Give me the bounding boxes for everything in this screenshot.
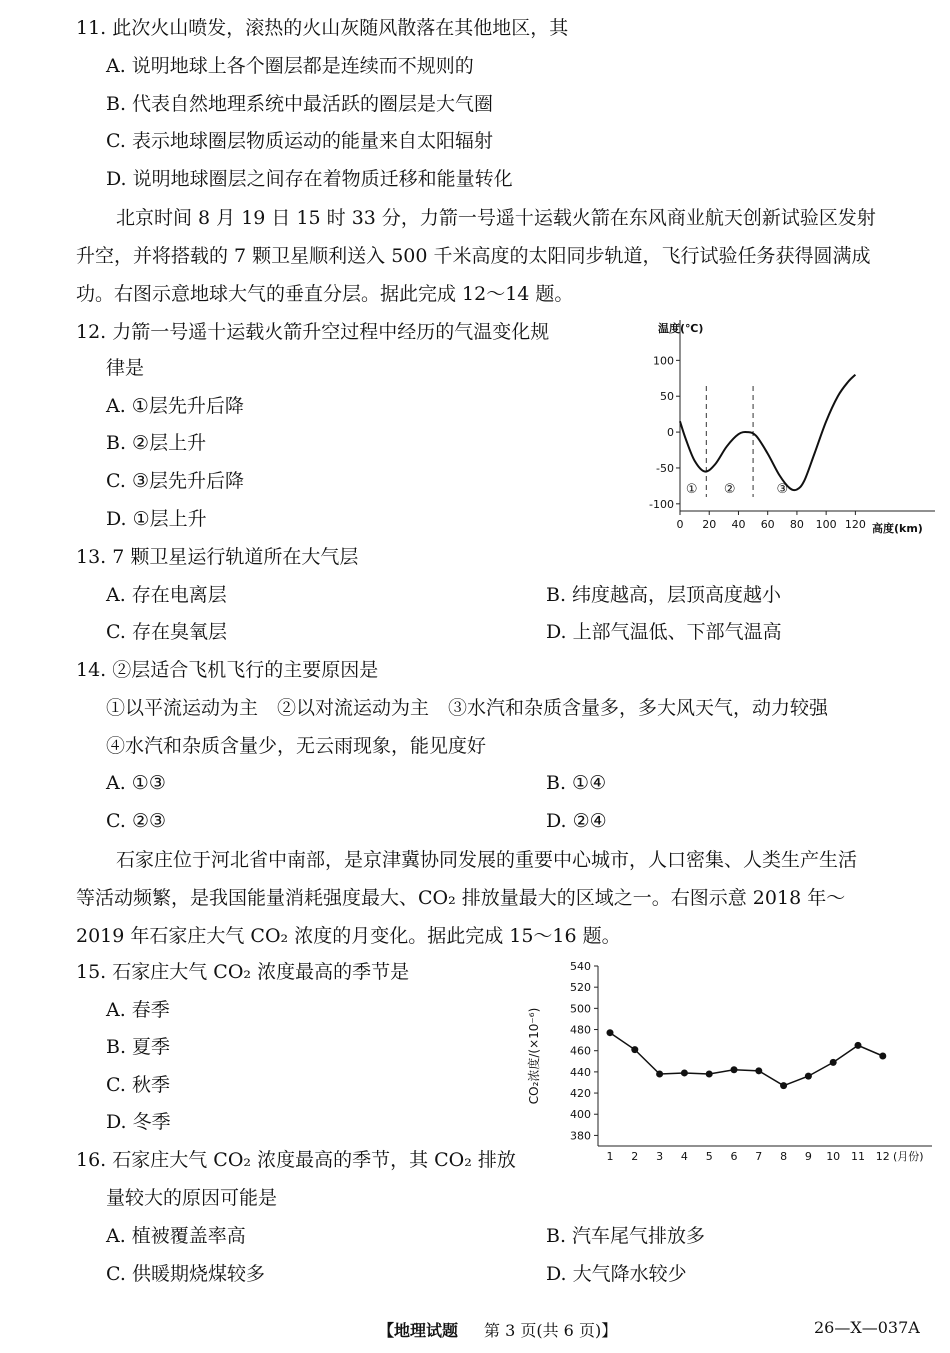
x-tick-label: 9: [804, 1150, 812, 1163]
q11-option-c: C. 表示地球圈层物质运动的能量来自太阳辐射: [106, 130, 493, 152]
x-tick-label: 120: [844, 518, 866, 531]
q14-option-a: A. ①③: [106, 772, 166, 794]
co2-point: [855, 1042, 862, 1049]
x-tick-label: 80: [789, 518, 804, 531]
q14-option-b: B. ①④: [546, 772, 607, 794]
q12-option-b: B. ②层上升: [106, 432, 207, 454]
q15-option-d: D. 冬季: [106, 1111, 171, 1133]
x-tick-label: 4: [680, 1150, 688, 1163]
co2-point: [656, 1071, 663, 1078]
y-tick-label: 500: [570, 1002, 591, 1016]
x-tick-label: 40: [731, 518, 746, 531]
q12-option-a: A. ①层先升后降: [106, 395, 244, 417]
y-tick-label: 540: [570, 960, 591, 973]
y-tick-label: -50: [656, 461, 674, 475]
passage1-line3: 功。右图示意地球大气的垂直分层。据此完成 12～14 题。: [76, 283, 574, 305]
x-tick-label: 10: [826, 1150, 841, 1163]
co2-point: [681, 1069, 688, 1076]
x-axis-label: 高度(km): [872, 522, 923, 535]
co2-point: [706, 1071, 713, 1078]
q14-statements-line2: ④水汽和杂质含量少，无云雨现象，能见度好: [106, 735, 487, 757]
y-tick-label: 380: [570, 1129, 591, 1143]
y-tick-label: 0: [667, 426, 674, 440]
layer-label: ②: [723, 482, 736, 498]
x-tick-label: 7: [755, 1150, 763, 1163]
q16-option-a: A. 植被覆盖率高: [106, 1225, 246, 1247]
x-tick-label: 0: [676, 518, 684, 531]
q11-option-a: A. 说明地球上各个圈层都是连续而不规则的: [106, 55, 474, 77]
footer-code: 26—X—037A: [814, 1318, 920, 1337]
y-tick-label: -100: [649, 497, 674, 511]
q15-option-b: B. 夏季: [106, 1036, 171, 1058]
y-axis-label: 温度(℃): [658, 322, 704, 335]
q16-option-c: C. 供暖期烧煤较多: [106, 1263, 265, 1285]
co2-point: [731, 1066, 738, 1073]
x-tick-label: 12: [875, 1150, 890, 1163]
x-tick-label: 8: [780, 1150, 788, 1163]
passage2-line1: 石家庄位于河北省中南部，是京津冀协同发展的重要中心城市，人口密集、人类生产生活: [116, 849, 858, 871]
co2-point: [780, 1082, 787, 1089]
x-tick-label: 3: [656, 1150, 664, 1163]
q14-option-d: D. ②④: [546, 810, 607, 832]
q16-option-b: B. 汽车尾气排放多: [546, 1225, 706, 1247]
y-tick-label: 480: [570, 1023, 591, 1037]
passage1-line1: 北京时间 8 月 19 日 15 时 33 分，力箭一号遥十运载火箭在东风商业航天创新试验区发射: [116, 207, 876, 229]
x-tick-label: 2: [631, 1150, 639, 1163]
q11-option-b: B. 代表自然地理系统中最活跃的圈层是大气圈: [106, 93, 494, 115]
q14-statements-line1: ①以平流运动为主 ②以对流运动为主 ③水汽和杂质含量多，多大风天气，动力较强: [106, 697, 829, 719]
q12-stem-line2: 律是: [106, 357, 145, 379]
q15-option-c: C. 秋季: [106, 1074, 170, 1096]
y-tick-label: 440: [570, 1065, 591, 1079]
q12-option-c: C. ③层先升后降: [106, 470, 244, 492]
q14-option-c: C. ②③: [106, 810, 167, 832]
x-axis-label: (月份): [893, 1150, 924, 1163]
co2-point: [755, 1067, 762, 1074]
passage2-line3: 2019 年石家庄大气 CO₂ 浓度的月变化。据此完成 15～16 题。: [76, 925, 621, 947]
y-tick-label: 520: [570, 981, 591, 995]
x-tick-label: 100: [815, 518, 837, 531]
footer-page: 第 3 页(共 6 页)】: [484, 1321, 618, 1340]
x-tick-label: 20: [702, 518, 717, 531]
co2-point: [805, 1073, 812, 1080]
co2-point: [607, 1029, 614, 1036]
q13-option-b: B. 纬度越高，层顶高度越小: [546, 584, 782, 606]
x-tick-label: 1: [606, 1150, 614, 1163]
y-axis-label: CO₂浓度/(×10⁻⁶): [527, 1007, 541, 1105]
y-tick-label: 50: [660, 390, 674, 404]
q16-stem-line2: 量较大的原因可能是: [106, 1187, 278, 1209]
q12-option-d: D. ①层上升: [106, 508, 207, 530]
y-tick-label: 400: [570, 1108, 591, 1122]
x-tick-label: 6: [730, 1150, 738, 1163]
passage1-line2: 升空，并将搭载的 7 颗卫星顺利送入 500 千米高度的太阳同步轨道，飞行试验任务获得圆满成: [76, 245, 871, 267]
q16-stem-line1: 16. 石家庄大气 CO₂ 浓度最高的季节，其 CO₂ 排放: [76, 1149, 516, 1171]
q11-option-d: D. 说明地球圈层之间存在着物质迁移和能量转化: [106, 168, 513, 190]
atmosphere-temperature-chart: [640, 316, 940, 541]
co2-point: [879, 1053, 886, 1060]
q15-stem: 15. 石家庄大气 CO₂ 浓度最高的季节是: [76, 961, 410, 983]
layer-label: ①: [685, 482, 698, 498]
co2-monthly-chart: [520, 958, 940, 1163]
y-tick-label: 100: [653, 354, 674, 368]
q13-stem: 13. 7 颗卫星运行轨道所在大气层: [76, 546, 359, 568]
passage2-line2: 等活动频繁，是我国能量消耗强度最大、CO₂ 排放量最大的区域之一。右图示意 2018 年～: [76, 887, 846, 909]
q13-option-c: C. 存在臭氧层: [106, 621, 227, 643]
q12-stem-line1: 12. 力箭一号遥十运载火箭升空过程中经历的气温变化规: [76, 321, 550, 343]
q14-stem: 14. ②层适合飞机飞行的主要原因是: [76, 659, 379, 681]
y-tick-label: 460: [570, 1044, 591, 1058]
x-tick-label: 60: [760, 518, 775, 531]
q15-option-a: A. 春季: [106, 999, 170, 1021]
co2-point: [631, 1046, 638, 1053]
q13-option-d: D. 上部气温低、下部气温高: [546, 621, 782, 643]
x-tick-label: 11: [851, 1150, 865, 1163]
q16-option-d: D. 大气降水较少: [546, 1263, 687, 1285]
co2-line: [610, 1033, 883, 1086]
y-tick-label: 420: [570, 1087, 591, 1101]
layer-label: ③: [776, 482, 789, 498]
footer-title: 【地理试题: [378, 1321, 459, 1340]
co2-point: [830, 1059, 837, 1066]
q13-option-a: A. 存在电离层: [106, 584, 227, 606]
x-tick-label: 5: [705, 1150, 713, 1163]
q11-stem: 11. 此次火山喷发，滚热的火山灰随风散落在其他地区，其: [76, 17, 569, 39]
